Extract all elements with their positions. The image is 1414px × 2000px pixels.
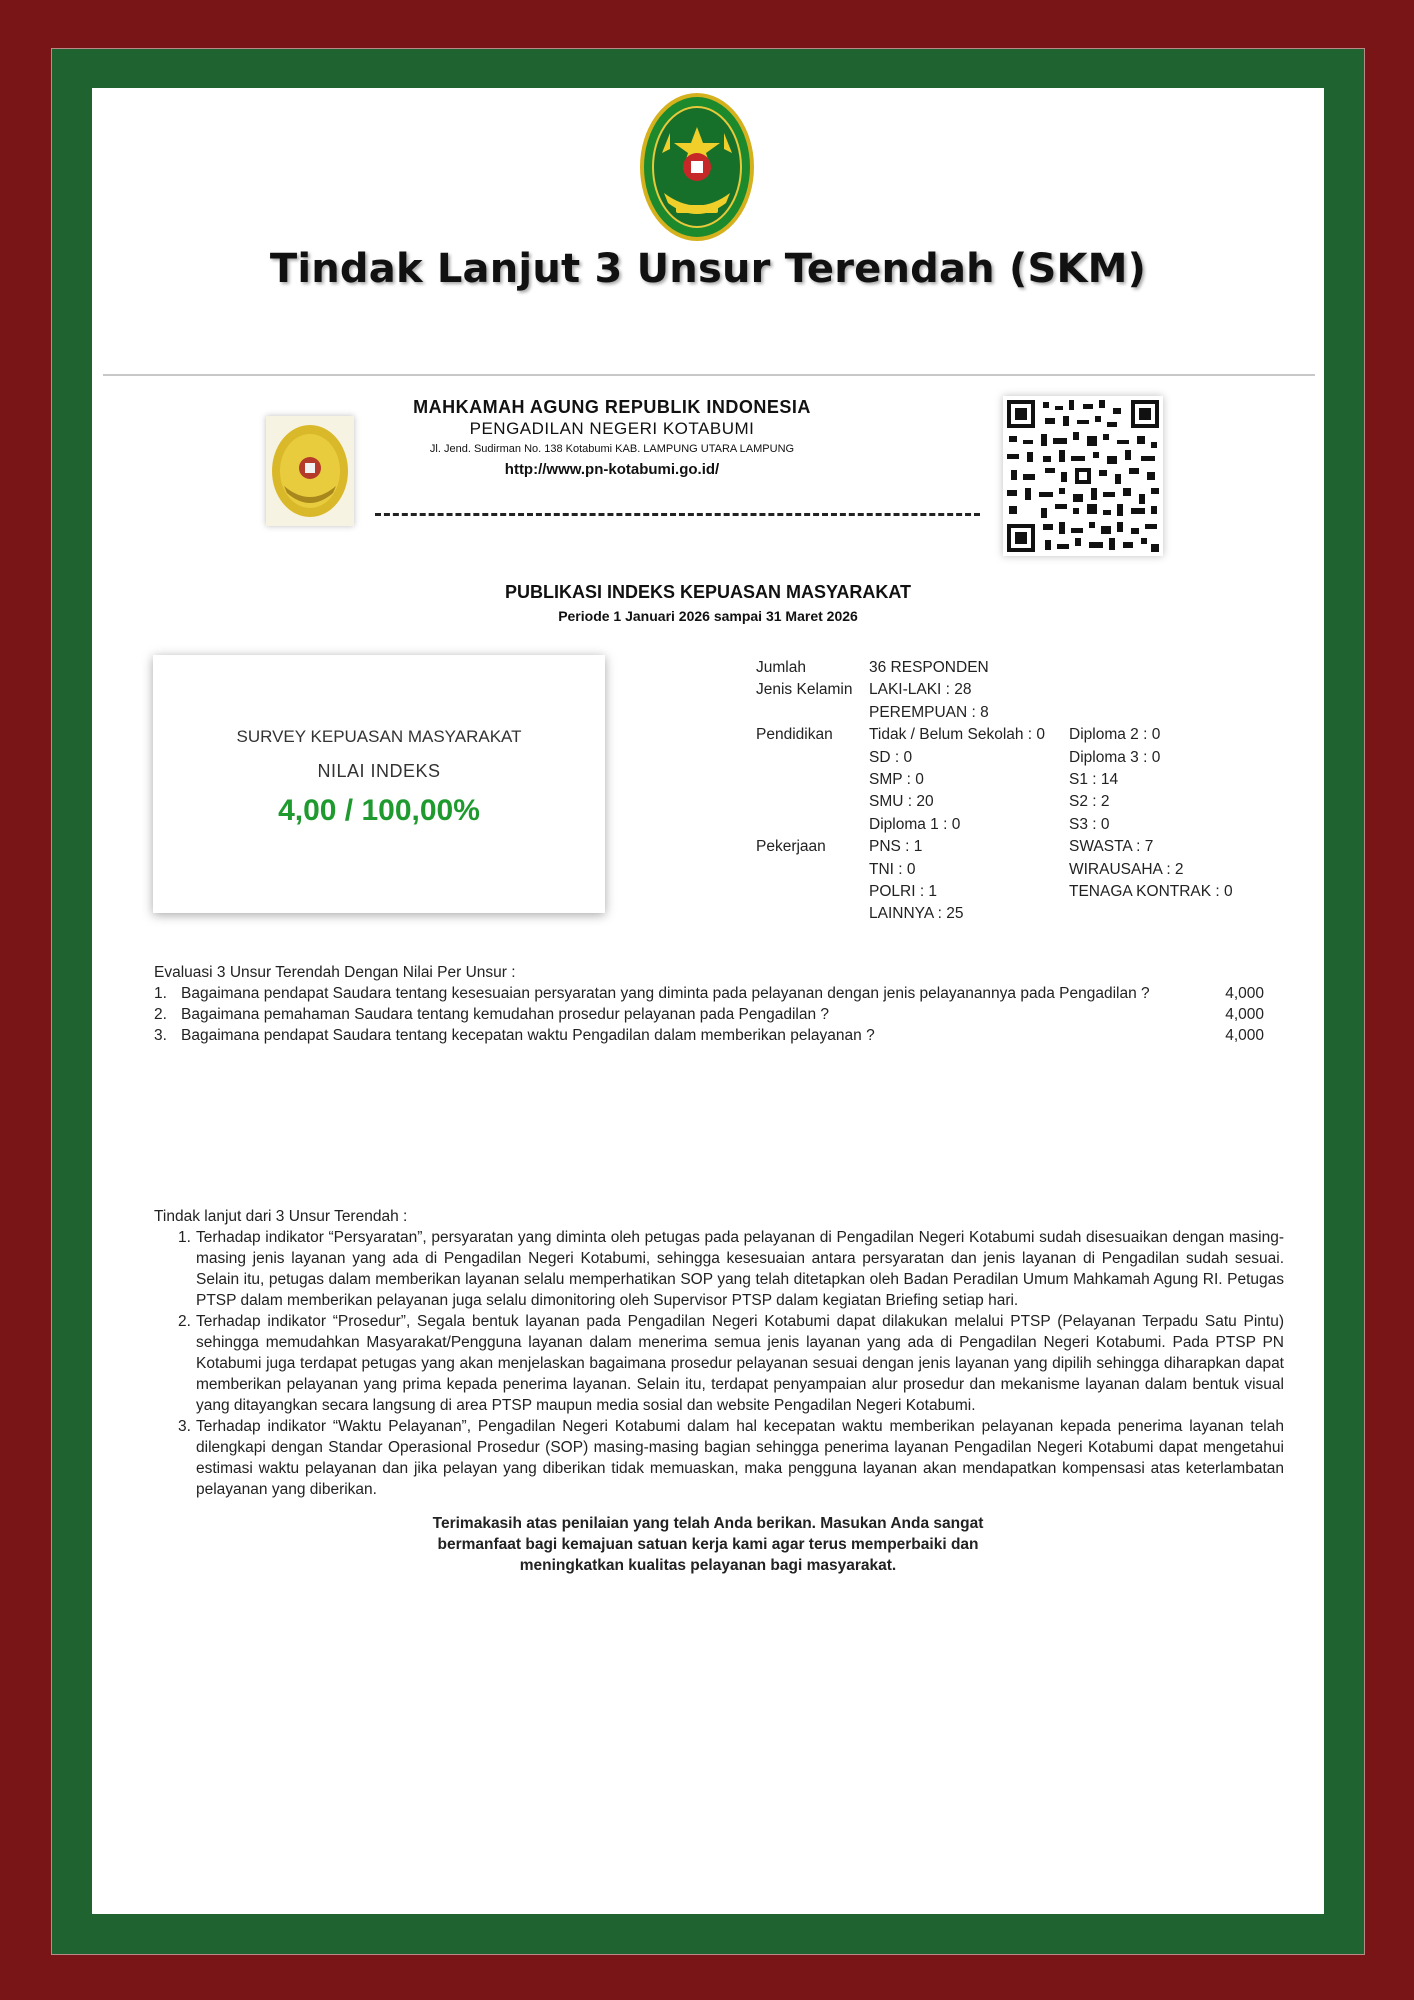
follow-up-item — [154, 1311, 1284, 1416]
closing-message: Terimakasih atas penilaian yang telah Anda berikan. Masukan Anda sangat bermanfaat bagi kemajuan satuan kerja kami agar terus memperbaiki dan meningkatkan kualitas pelayanan bagi masyarakat. — [432, 1515, 984, 1574]
stats-value: S3 : 0 — [1069, 815, 1110, 833]
stats-value: Diploma 3 : 0 — [1069, 748, 1161, 766]
letterhead-address: Jl. Jend. Sudirman No. 138 Kotabumi KAB. LAMPUNG UTARA LAMPUNG — [429, 443, 795, 455]
follow-up-item-number: 1. — [178, 1229, 191, 1246]
stats-value: SWASTA : 7 — [1069, 838, 1154, 856]
evaluation-item — [154, 983, 1264, 1004]
stats-label: Jenis Kelamin — [756, 681, 853, 699]
stats-label: Pendidikan — [756, 726, 833, 744]
stats-value: PNS : 1 — [869, 838, 923, 856]
evaluation-item-value: 4,000 — [1225, 985, 1264, 1002]
evaluation-item-value: 4,000 — [1225, 1006, 1264, 1023]
stats-value: WIRAUSAHA : 2 — [1069, 860, 1184, 878]
green-frame — [51, 48, 1365, 1955]
follow-up-item — [154, 1227, 1284, 1311]
follow-up-item-text: Terhadap indikator “Persyaratan”, persyaratan yang diminta oleh petugas pada pelayanan di Pengadilan Negeri Kotabumi sudah disesuaikan dengan masing-masing jenis layanan yang ada di Pengadilan Negeri Kotabumi, sehingga kesesuaian antara persyaratan dan jenis layanan di Pengadilan sudah sesuai. Selain itu, petugas dalam memberikan layanan selalu memperhatikan SOP yang telah ditetapkan oleh Badan Peradilan Umum Mahkamah Agung RI. Petugas PTSP dalam memberikan pelayanan juga selalu dimonitoring oleh Supervisor PTSP dalam kegiatan Briefing setiap hari. — [196, 1229, 1284, 1309]
stats-value: SMP : 0 — [869, 770, 924, 788]
evaluation-heading: Evaluasi 3 Unsur Terendah Dengan Nilai Per Unsur : — [154, 964, 516, 981]
stats-value: 36 RESPONDEN — [869, 659, 989, 676]
evaluation-item-number: 1. — [154, 985, 167, 1002]
follow-up-section — [154, 1206, 1284, 1500]
follow-up-item-number: 3. — [178, 1418, 191, 1435]
page-sheet — [92, 88, 1324, 1914]
index-card — [153, 655, 605, 913]
stats-value: TENAGA KONTRAK : 0 — [1069, 882, 1233, 900]
court-emblem-icon — [640, 93, 754, 245]
stats-value: S1 : 14 — [1069, 770, 1119, 788]
evaluation-section — [154, 962, 1264, 1046]
evaluation-item-text: Bagaimana pendapat Saudara tentang kesesuaian persyaratan yang diminta pada pelayanan dengan jenis pelayanannya pada Pengadilan ? — [181, 985, 1150, 1002]
stats-value: PEREMPUAN : 8 — [869, 703, 989, 721]
evaluation-item-text: Bagaimana pemahaman Saudara tentang kemudahan prosedur pelayanan pada Pengadilan ? — [181, 1006, 830, 1023]
stats-label: Jumlah — [756, 659, 806, 676]
stats-value: LAKI-LAKI : 28 — [869, 681, 972, 699]
stats-label: Pekerjaan — [756, 838, 826, 856]
stats-value: POLRI : 1 — [869, 882, 938, 900]
evaluation-item-number: 3. — [154, 1027, 167, 1044]
follow-up-item — [154, 1416, 1284, 1500]
index-card-sub: NILAI INDEKS — [317, 761, 441, 781]
stats-value: TNI : 0 — [869, 860, 916, 878]
index-value: 4,00 / 100,00% — [278, 794, 480, 827]
stats-value: Diploma 1 : 0 — [869, 815, 961, 833]
evaluation-item — [154, 1025, 1264, 1046]
stats-value: Diploma 2 : 0 — [1069, 726, 1161, 744]
letterhead-website: http://www.pn-kotabumi.go.id/ — [504, 461, 720, 478]
stats-value: SD : 0 — [869, 748, 913, 766]
qr-code-icon — [1003, 396, 1163, 556]
stats-value: Tidak / Belum Sekolah : 0 — [869, 726, 1046, 744]
evaluation-item-text: Bagaimana pendapat Saudara tentang kecepatan waktu Pengadilan dalam memberikan pelayanan ? — [181, 1027, 875, 1044]
publication-period: Periode 1 Januari 2026 sampai 31 Maret 2026 — [558, 608, 858, 624]
page-title: Tindak Lanjut 3 Unsur Terendah (SKM) — [269, 246, 1147, 292]
stats-value: S2 : 2 — [1069, 793, 1110, 811]
follow-up-item-text: Terhadap indikator “Waktu Pelayanan”, Pengadilan Negeri Kotabumi dalam hal kecepatan waktu memberikan pelayanan kepada penerima layanan telah dilengkapi dengan Standar Operasional Prosedur (SOP) masing-masing bagian sehingga penerima layanan Pengadilan Negeri Kotabumi dapat mengetahui estimasi waktu pelayanan dan jika pelayan yang diberikan tidak memuaskan, maka pengguna layanan akan mendapatkan kompensasi atas keterlambatan pelayanan yang diberikan. — [196, 1418, 1284, 1498]
title-divider — [103, 374, 1315, 376]
letterhead-court: PENGADILAN NEGERI KOTABUMI — [469, 419, 755, 438]
follow-up-item-text: Terhadap indikator “Prosedur”, Segala bentuk layanan pada Pengadilan Negeri Kotabumi dapat dilakukan melalui PTSP (Pelayanan Terpadu Satu Pintu) sehingga memudahkan Masyarakat/Pengguna layanan dalam menerima semua jenis layanan yang ada di Pengadilan Negeri Kotabumi. Pada PTSP PN Kotabumi juga terdapat petugas yang akan menjelaskan bagaimana prosedur pelayanan sesuai dengan jenis layanan yang dipilih sehingga diharapkan dapat memberikan pelayanan yang prima kepada penerima layanan. Selain itu, terdapat penyampaian alur prosedur dan mekanisme layanan dalam bentuk visual yang ditayangkan secara langsung di area PTSP maupun media sosial dan website Pengadilan Negeri Kotabumi. — [196, 1313, 1284, 1414]
evaluation-item-number: 2. — [154, 1006, 167, 1023]
follow-up-item-number: 2. — [178, 1313, 191, 1330]
evaluation-item — [154, 1004, 1264, 1025]
publication-title: PUBLIKASI INDEKS KEPUASAN MASYARAKAT — [504, 582, 912, 602]
letterhead — [362, 397, 862, 478]
stats-value: SMU : 20 — [869, 793, 934, 811]
letterhead-dashed-divider — [375, 513, 980, 516]
mahkamah-agung-logo-icon — [266, 416, 354, 526]
stats-value: LAINNYA : 25 — [869, 905, 964, 923]
letterhead-institution: MAHKAMAH AGUNG REPUBLIK INDONESIA — [413, 397, 811, 417]
index-card-label: SURVEY KEPUASAN MASYARAKAT — [236, 727, 522, 746]
evaluation-item-value: 4,000 — [1225, 1027, 1264, 1044]
follow-up-heading: Tindak lanjut dari 3 Unsur Terendah : — [154, 1208, 408, 1225]
